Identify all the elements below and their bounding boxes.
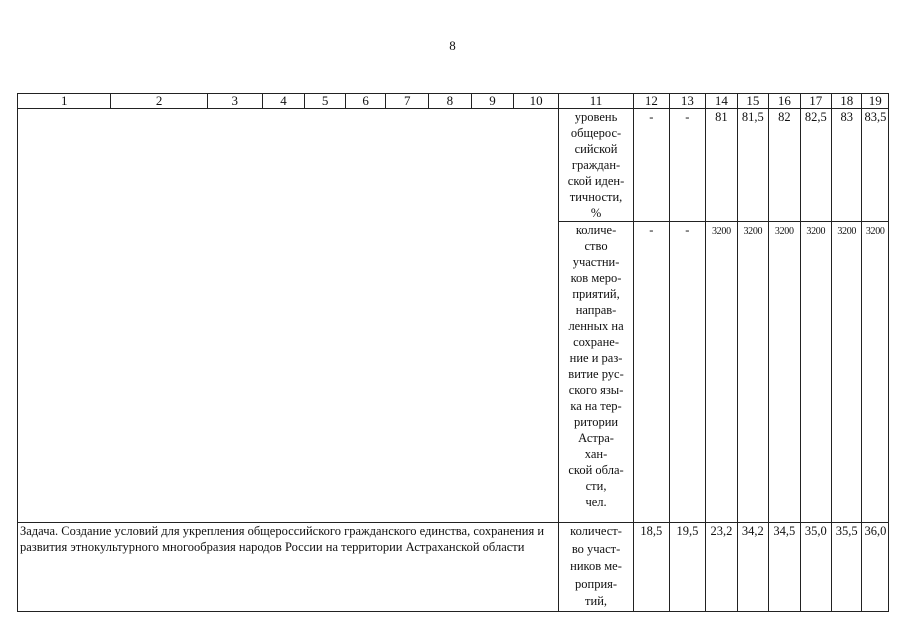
indicator-line: витие рус- xyxy=(568,367,624,381)
value-cell: - xyxy=(634,109,670,222)
value-cell: - xyxy=(669,109,706,222)
indicator-line: % xyxy=(590,206,602,220)
value-cell: 23,2 xyxy=(706,523,737,612)
indicator-cell xyxy=(558,222,633,523)
indicator-line: участни- xyxy=(572,255,620,269)
indicator-line: количе- xyxy=(575,223,617,237)
indicator-line: ритории xyxy=(573,415,619,429)
indicator-line: ние и раз- xyxy=(569,351,623,365)
table-row xyxy=(18,109,889,222)
column-header: 1 xyxy=(18,94,111,109)
indicator-line: ников ме- xyxy=(570,559,622,573)
indicator-line: чел. xyxy=(585,495,607,509)
column-number-row xyxy=(18,94,889,109)
indicator-line: ка на тер- xyxy=(570,399,622,413)
value-cell: 34,5 xyxy=(769,523,800,612)
value-cell: 3200 xyxy=(832,222,862,523)
indicator-line: роприя- xyxy=(575,576,618,591)
indicator-line: тий, xyxy=(585,594,608,608)
value-cell: 34,2 xyxy=(737,523,768,612)
value-cell: 18,5 xyxy=(634,523,670,612)
page-number: 8 xyxy=(449,38,456,53)
indicator-cell xyxy=(558,523,633,612)
table-row xyxy=(18,523,889,612)
indicator-line: Астра- xyxy=(578,431,614,445)
column-header: 17 xyxy=(800,94,831,109)
indicator-line: общерос- xyxy=(570,126,622,140)
indicator-line: хан- xyxy=(584,447,608,461)
value-cell: 19,5 xyxy=(669,523,706,612)
value-cell: 35,5 xyxy=(832,523,862,612)
value-cell: 3200 xyxy=(737,222,768,523)
value-cell: 3200 xyxy=(769,222,800,523)
column-header: 13 xyxy=(669,94,706,109)
indicator-line: ков меро- xyxy=(570,271,622,285)
task-description: Задача. Создание условий для укрепления общероссийского гражданского единства, сохранения и развития этнокультурного многообразия народов России на территории Астраханской области xyxy=(18,523,559,612)
column-header: 3 xyxy=(207,94,262,109)
indicator-line: ской обла- xyxy=(568,463,624,477)
indicator-line: ленных на xyxy=(568,319,624,333)
value-cell: 83 xyxy=(832,109,862,222)
column-header: 19 xyxy=(862,94,889,109)
column-header: 9 xyxy=(471,94,514,109)
value-cell: 3200 xyxy=(862,222,889,523)
value-cell: 81 xyxy=(706,109,737,222)
indicator-line: сти, xyxy=(585,479,607,493)
column-header: 12 xyxy=(634,94,670,109)
indicator-line: приятий, xyxy=(572,287,620,301)
indicator-line: уровень xyxy=(574,110,618,124)
column-header: 5 xyxy=(305,94,346,109)
value-cell: - xyxy=(634,222,670,523)
indicator-line: сийской xyxy=(574,142,618,156)
empty-merged-cell xyxy=(18,109,559,222)
column-header: 10 xyxy=(514,94,559,109)
value-cell: 3200 xyxy=(706,222,737,523)
column-header: 6 xyxy=(345,94,386,109)
indicator-cell xyxy=(558,109,633,222)
value-cell: 83,5 xyxy=(862,109,889,222)
value-cell: 3200 xyxy=(800,222,831,523)
value-cell: 36,0 xyxy=(862,523,889,612)
indicator-line: во участ- xyxy=(571,541,621,556)
column-header: 14 xyxy=(706,94,737,109)
value-cell: 82,5 xyxy=(800,109,831,222)
value-cell: 82 xyxy=(769,109,800,222)
indicator-line: ского язы- xyxy=(568,383,624,397)
indicator-line: ство xyxy=(584,239,608,253)
indicator-line: направ- xyxy=(575,303,617,317)
program-indicators-table xyxy=(17,93,889,612)
indicator-line: количест- xyxy=(570,524,622,538)
value-cell: 81,5 xyxy=(737,109,768,222)
value-cell: 35,0 xyxy=(800,523,831,612)
empty-merged-cell xyxy=(18,222,559,523)
column-header: 11 xyxy=(558,94,633,109)
column-header: 8 xyxy=(429,94,472,109)
indicator-line: сохране- xyxy=(573,335,619,349)
column-header: 4 xyxy=(262,94,305,109)
column-header: 7 xyxy=(386,94,429,109)
indicator-line: граждан- xyxy=(571,158,621,172)
indicator-line: ской иден- xyxy=(567,174,625,188)
column-header: 16 xyxy=(769,94,800,109)
column-header: 15 xyxy=(737,94,768,109)
table-row xyxy=(18,222,889,523)
column-header: 2 xyxy=(111,94,207,109)
column-header: 18 xyxy=(832,94,862,109)
indicator-line: тичности, xyxy=(569,190,623,204)
value-cell: - xyxy=(669,222,706,523)
